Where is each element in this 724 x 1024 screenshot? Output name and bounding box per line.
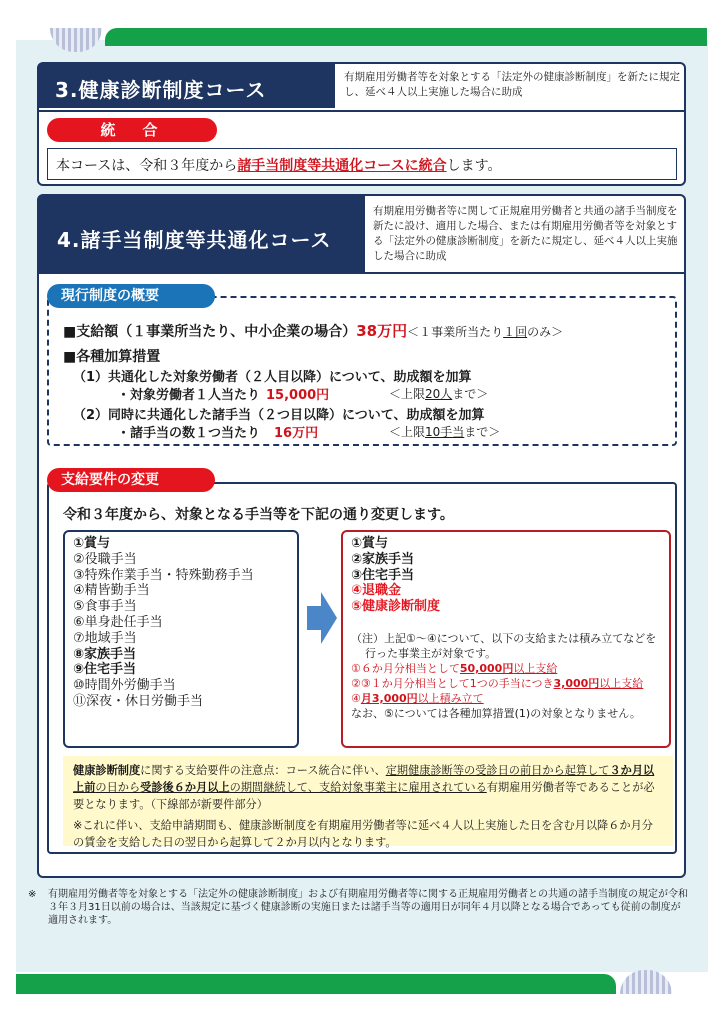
right-arrow-icon [307,592,337,644]
requirements-intro: 令和３年度から、対象となる手当等を下記の通り変更します。 [63,507,454,523]
old-allowance-item: ②役職手当 [73,551,137,567]
section4-title: 4.諸手当制度等共通化コース [39,196,365,272]
decorative-stripes-bottom [620,970,672,994]
section4-description: 有期雇用労働者等に関して正規雇用労働者と共通の諸手当制度を新たに設け、適用した場合、または有期雇用労働者等を対象とする「法定外の健康診断制度」を新たに規定し、延べ４人以上実施した場合に助成 [373,205,678,262]
pay-label: ■支給額（１事業所当たり、中小企業の場合） [63,324,357,340]
new-items [351,536,661,615]
addition-title: ■各種加算措置 [63,349,161,365]
caution-text: 健康診断制度に関する支給要件の注意点：コース統合に伴い、定期健康診断等の受診日の前日から起算して３か月以上前の日から受診後６か月以上の期間継続して、支給対象事業主に雇用されている有期雇用労働者等であることが必要となります。（下線部が新要件部分） [73,764,655,811]
section3-description: 有期雇用労働者等を対象とする「法定外の健康診断制度」を新たに規定し、延べ４人以上実施した場合に助成 [344,71,680,98]
section-health-checkup-course [37,62,686,186]
old-allowance-item: ①賞与 [73,536,111,551]
new-allowance-list [341,530,671,748]
addition-item-1-sub: ・対象労働者１人当たり 15,000円 [117,388,330,403]
merge-text-after: します。 [446,158,502,174]
section3-title: 3.健康診断制度コース [39,64,335,108]
old-allowance-item: ⑦地域手当 [73,630,137,646]
footnote [28,888,688,927]
divider [39,272,684,274]
old-allowance-item: ⑧家族手当 [73,646,137,662]
caution-box [63,756,673,849]
note-line-2: 行った事業主が対象です。 [365,646,497,660]
divider [39,110,684,112]
merge-notice [47,148,677,180]
footnote-text: 有期雇用労働者等を対象とする「法定外の健康診断制度」および有期雇用労働者等に関する正規雇用労働者との共通の諸手当制度の規定が令和３年３月31日以前の場合は、当該規定に基づく健康診断の実施日または諸手当等の適用日が同年４月以降となる場合であっても従前の制度が適用されます。 [48,889,688,926]
old-allowance-list [63,530,299,748]
old-allowance-item: ⑪深夜・休日労働手当 [73,693,204,709]
merge-text-highlight: 諸手当制度等共通化コースに統合 [237,158,447,174]
caution-note: ※これに伴い、支給申請期間も、健康診断制度を有期雇用労働者等に延べ４人以上実施した日を含む月以降６か月分の賃金を支給した日の翌日から起算して２か月以内となります。 [73,819,653,849]
pay-amount-line [63,320,563,341]
old-allowance-item: ⑥単身赴任手当 [73,614,163,630]
old-allowance-item: ⑨住宅手当 [73,662,137,678]
note-d: なお、⑤については各種加算措置(1)の対象となりません。 [351,706,641,720]
note-c: ④月3,000円以上積み立て [351,691,484,705]
item2-amount: 16万円 [274,426,319,441]
addition-item-1: （1）共通化した対象労働者（２人目以降）について、助成額を加算 [73,370,472,385]
item2-limit: ＜上限10手当まで＞ [389,425,501,439]
old-allowance-item: ③特殊作業手当・特殊勤務手当 [73,567,254,583]
new-allowance-item: ④退職金 [351,583,402,599]
old-allowance-item: ⑤食事手当 [73,599,137,615]
merge-text-before: 本コースは、令和３年度から [56,158,238,174]
item1-limit: ＜上限20人まで＞ [389,387,489,401]
note-b: ②③１か月分相当として1つの手当につき3,000円以上支給 [351,676,644,690]
addition-item-2-sub: ・諸手当の数１つ当たり 16万円 [117,426,319,441]
item1-amount: 15,000円 [266,388,330,403]
new-allowance-item: ②家族手当 [351,551,415,567]
requirements-box [47,482,677,854]
new-allowance-item: ①賞与 [351,536,389,551]
new-allowance-item: ⑤健康診断制度 [351,599,441,615]
note-line-1: （注）上記①～④について、以下の支給または積み立てなどを [351,631,657,645]
old-allowance-item: ⑩時間外労働手当 [73,678,176,694]
requirements-badge: 支給要件の変更 [47,468,215,492]
top-green-band [105,28,707,46]
old-allowance-item: ④精皆勤手当 [73,583,150,599]
overview-badge: 現行制度の概要 [47,284,215,308]
pay-note: ＜１事業所当たり１回のみ＞ [407,325,564,339]
merge-badge: 統 合 [47,118,217,142]
new-allowance-item: ③住宅手当 [351,567,415,583]
footnote-mark: ※ [28,889,37,900]
note-a: ①６か月分相当として50,000円以上支給 [351,661,558,675]
section-allowance-course [37,194,686,878]
pay-amount: 38万円 [356,322,408,340]
overview-box [47,296,677,446]
addition-item-2: （2）同時に共通化した諸手当（２つ目以降）について、助成額を加算 [73,408,485,423]
bottom-green-band [16,974,616,994]
